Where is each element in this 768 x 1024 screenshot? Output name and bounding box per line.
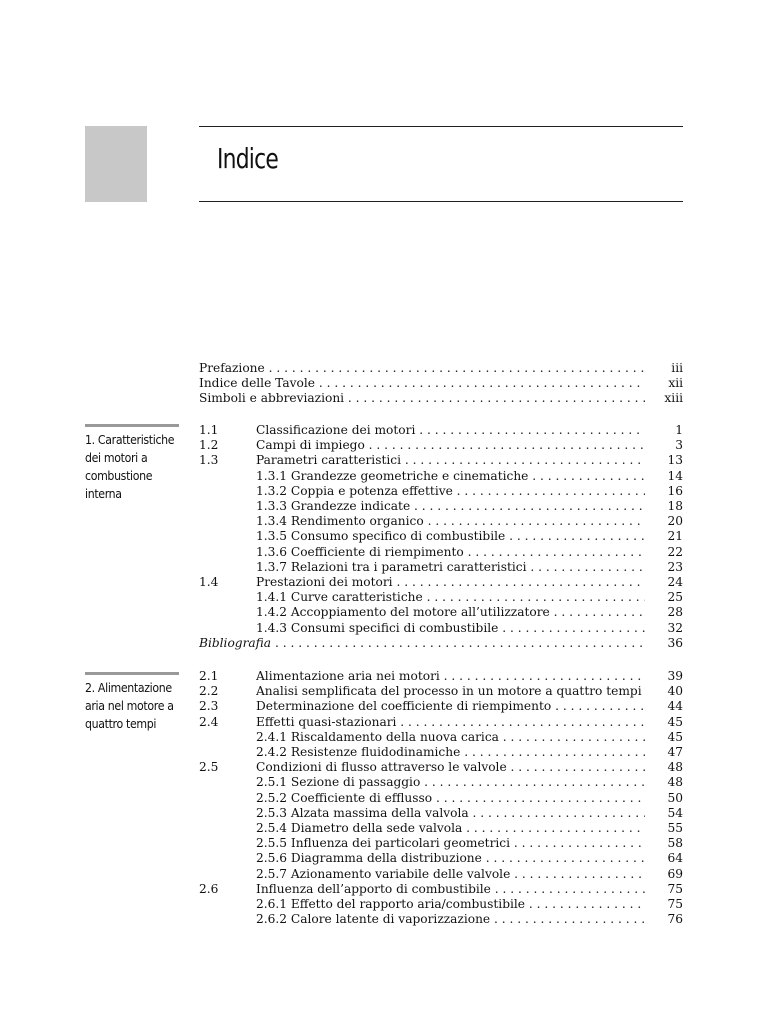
title-bottom-rule [199,201,683,202]
toc-entry-page: 13 [667,453,683,468]
toc-entry-page: xiii [664,391,683,406]
toc-entry [199,391,683,406]
toc-entry-page: 48 [667,760,683,775]
toc-entry-page: 45 [667,729,683,744]
toc-entry-text-wrap [256,897,645,912]
toc-entry [199,453,683,468]
toc-entry-text-wrap [199,391,645,406]
toc-entry-title: 1.3.4 Rendimento organico [256,514,424,529]
toc-entry-text-wrap [256,423,645,438]
toc-entry [199,882,683,897]
toc-entry [199,621,683,636]
toc-entry-page: 44 [667,699,683,714]
toc-entry-number: 1.4 [199,575,219,589]
toc-entry-page: 75 [667,897,683,911]
toc-entry-page: 3 [675,438,683,453]
toc-entry-title: 2.5.7 Azionamento variabile delle valvole [256,866,511,881]
toc-entry-title: Parametri caratteristici [256,453,401,468]
toc-entry-page: 20 [667,514,683,529]
toc-entry [199,912,683,927]
toc-entry-title: Influenza dell’apporto di combustibile [256,881,491,896]
toc-entry-page: 50 [667,790,683,805]
toc-entry-title: 2.5.1 Sezione di passaggio [256,775,421,790]
toc-entry-title: Simboli e abbreviazioni [199,391,345,406]
toc-entry-text-wrap [256,775,645,790]
toc-entry-page: xii [668,376,683,391]
toc-entry [199,669,683,684]
toc-entry-page: 47 [667,745,683,759]
toc-entry-number: 2.5 [199,760,219,775]
toc-entry-text-wrap [256,684,645,699]
chapter-1-label: 1. Caratteristiche dei motori a combustione interna [85,424,180,503]
toc-entry-page: 23 [667,559,683,574]
toc-entry-text-wrap [256,560,645,575]
toc-entry-title: 2.5.5 Influenza dei particolari geometrici [256,836,511,851]
toc-entry-title: 2.6.1 Effetto del rapporto aria/combustibile [256,897,526,911]
toc-entry-text-wrap [256,438,645,453]
toc-entry [199,529,683,544]
toc-entry [199,836,683,851]
toc-entry-title: 2.5.4 Diametro della sede valvola [256,821,463,835]
toc-entry-text-wrap [256,590,645,605]
toc-entry-number: 1.1 [199,423,219,437]
page-title: Indice [217,142,278,175]
toc-entry [199,851,683,866]
toc-entry [199,514,683,529]
toc-entry-title: 1.3.2 Coppia e potenza effettive [256,483,453,498]
toc-entry-text-wrap [256,867,645,882]
toc-entry-number: 2.2 [199,684,219,699]
chapter-2-label-bar [85,672,179,675]
toc-entry-title: 1.4.1 Curve caratteristiche [256,590,423,605]
toc-entry [199,575,683,590]
toc-entry-page: 54 [667,805,683,820]
toc-entry-text-wrap [256,882,645,897]
toc-entry [199,775,683,790]
toc-entry-page: 14 [667,468,683,483]
toc-entry-title: Determinazione del coefficiente di riempimento [256,699,552,714]
toc-entry-title: Condizioni di flusso attraverso le valvole [256,760,507,775]
toc-entry-text-wrap [256,745,645,760]
toc-entry-page: 24 [667,575,683,589]
toc-entry [199,730,683,745]
toc-entry-text-wrap [256,791,645,806]
toc-entry-text-wrap [256,529,645,544]
toc-entry-text-wrap [256,545,645,560]
toc-entry [199,684,683,699]
toc-entry-title: 2.5.6 Diagramma della distribuzione [256,851,482,866]
toc-entry-page: iii [671,361,683,375]
toc-entry-page: 21 [667,529,683,544]
toc-entry-text-wrap [199,636,645,651]
toc-entry [199,867,683,882]
toc-entry-title: Prestazioni dei motori [256,575,393,589]
toc-entry-text-wrap [199,376,645,391]
toc-entry [199,636,683,651]
toc-entry-text-wrap [256,821,645,836]
toc-entry-page: 76 [667,912,683,927]
toc-entry-title: 2.5.2 Coefficiente di efflusso [256,790,433,805]
toc-entry-text-wrap [256,514,645,529]
toc-entry-text-wrap [256,760,645,775]
toc-entry [199,821,683,836]
toc-entry-title: Classificazione dei motori [256,423,416,437]
toc-entry [199,469,683,484]
toc-entry-title: 1.3.6 Coefficiente di riempimento [256,544,464,559]
toc-entry [199,715,683,730]
toc-entry [199,376,683,391]
toc-entry-title: 1.3.7 Relazioni tra i parametri caratteristici [256,559,527,574]
chapter-1-label-bar [85,424,179,427]
toc-entry-page: 64 [667,851,683,866]
toc-entry-title: 2.6.2 Calore latente di vaporizzazione [256,912,491,927]
toc-entry-title: 1.3.1 Grandezze geometriche e cinematiche [256,468,529,483]
toc-entry-page: 75 [667,881,683,896]
toc-entry-title: Campi di impiego [256,438,365,453]
toc-entry-number: 1.2 [199,438,219,453]
toc-entry [199,699,683,714]
toc-entry [199,560,683,575]
toc-entry [199,361,683,376]
toc-entry-title: 2.5.3 Alzata massima della valvola [256,805,469,820]
toc-entry-title: Indice delle Tavole [199,376,315,391]
toc-entry-number: 2.1 [199,669,219,683]
toc-entry-title: Analisi semplificata del processo in un motore a quattro tempi [256,684,642,699]
toc-entry-text-wrap [256,912,645,927]
toc-entry-text-wrap [256,575,645,590]
toc-entry [199,499,683,514]
toc-entry-page: 58 [667,836,683,851]
toc-entry-text-wrap [256,699,645,714]
toc-entry-page: 39 [667,669,683,683]
toc-entry-number: 1.3 [199,453,219,468]
toc-entry-page: 55 [667,821,683,835]
toc-entry [199,791,683,806]
toc-entry [199,745,683,760]
toc-entry-text-wrap [256,715,645,730]
toc-entry-page: 1 [675,423,683,437]
toc-entry-number: 2.6 [199,881,219,896]
toc-entry-title: 2.4.2 Resistenze fluidodinamiche [256,745,461,759]
toc-entry-text-wrap [256,469,645,484]
toc-entry-text-wrap [256,669,645,684]
toc-entry-page: 25 [667,590,683,605]
toc-entry-title: 1.3.3 Grandezze indicate [256,499,411,513]
toc-entry-text-wrap [256,806,645,821]
toc-entry-page: 45 [667,714,683,729]
toc-entry-text-wrap [256,499,645,514]
toc-entry-text-wrap [199,361,645,376]
toc-entry-text-wrap [256,836,645,851]
toc-entry-title: Bibliografia [199,635,272,650]
toc-entry-text-wrap [256,851,645,866]
toc-entry [199,438,683,453]
toc-entry [199,605,683,620]
toc-entry-page: 28 [667,605,683,620]
toc-entry [199,806,683,821]
toc-entry [199,590,683,605]
toc-entry-title: Prefazione [199,361,265,375]
toc-entry [199,897,683,912]
toc-entry-text-wrap [256,484,645,499]
toc-entry-text-wrap [256,453,645,468]
toc-entry-page: 16 [667,483,683,498]
toc-entry-title: 1.4.2 Accoppiamento del motore all’utilizzatore [256,605,550,620]
toc-entry-number: 2.4 [199,714,219,729]
toc-entry-title: Effetti quasi-stazionari [256,714,397,729]
toc-entry [199,545,683,560]
toc-entry-number: 2.3 [199,699,219,714]
toc-entry-page: 22 [667,544,683,559]
toc-entry-page: 18 [667,499,683,513]
toc-entry-page: 32 [667,620,683,635]
toc-entry [199,423,683,438]
title-top-rule [199,126,683,127]
toc-entry-text-wrap [256,621,645,636]
toc-entry-page: 69 [667,866,683,881]
toc-entry-page: 48 [667,775,683,790]
toc-entry-title: 1.4.3 Consumi specifici di combustibile [256,620,499,635]
toc-entry-title: 1.3.5 Consumo specifico di combustibile [256,529,506,544]
toc-entry-text-wrap [256,605,645,620]
toc-entry-title: Alimentazione aria nei motori [256,669,440,683]
chapter-2-label: 2. Alimentazione aria nel motore a quattro tempi [85,672,180,733]
toc-entry-title: 2.4.1 Riscaldamento della nuova carica [256,729,499,744]
chapter-marker-block [85,126,147,202]
toc-entry [199,484,683,499]
toc-entry-text-wrap [256,730,645,745]
toc-entry-page: 40 [667,684,683,699]
toc-entry-page: 36 [667,635,683,650]
toc-entry [199,760,683,775]
